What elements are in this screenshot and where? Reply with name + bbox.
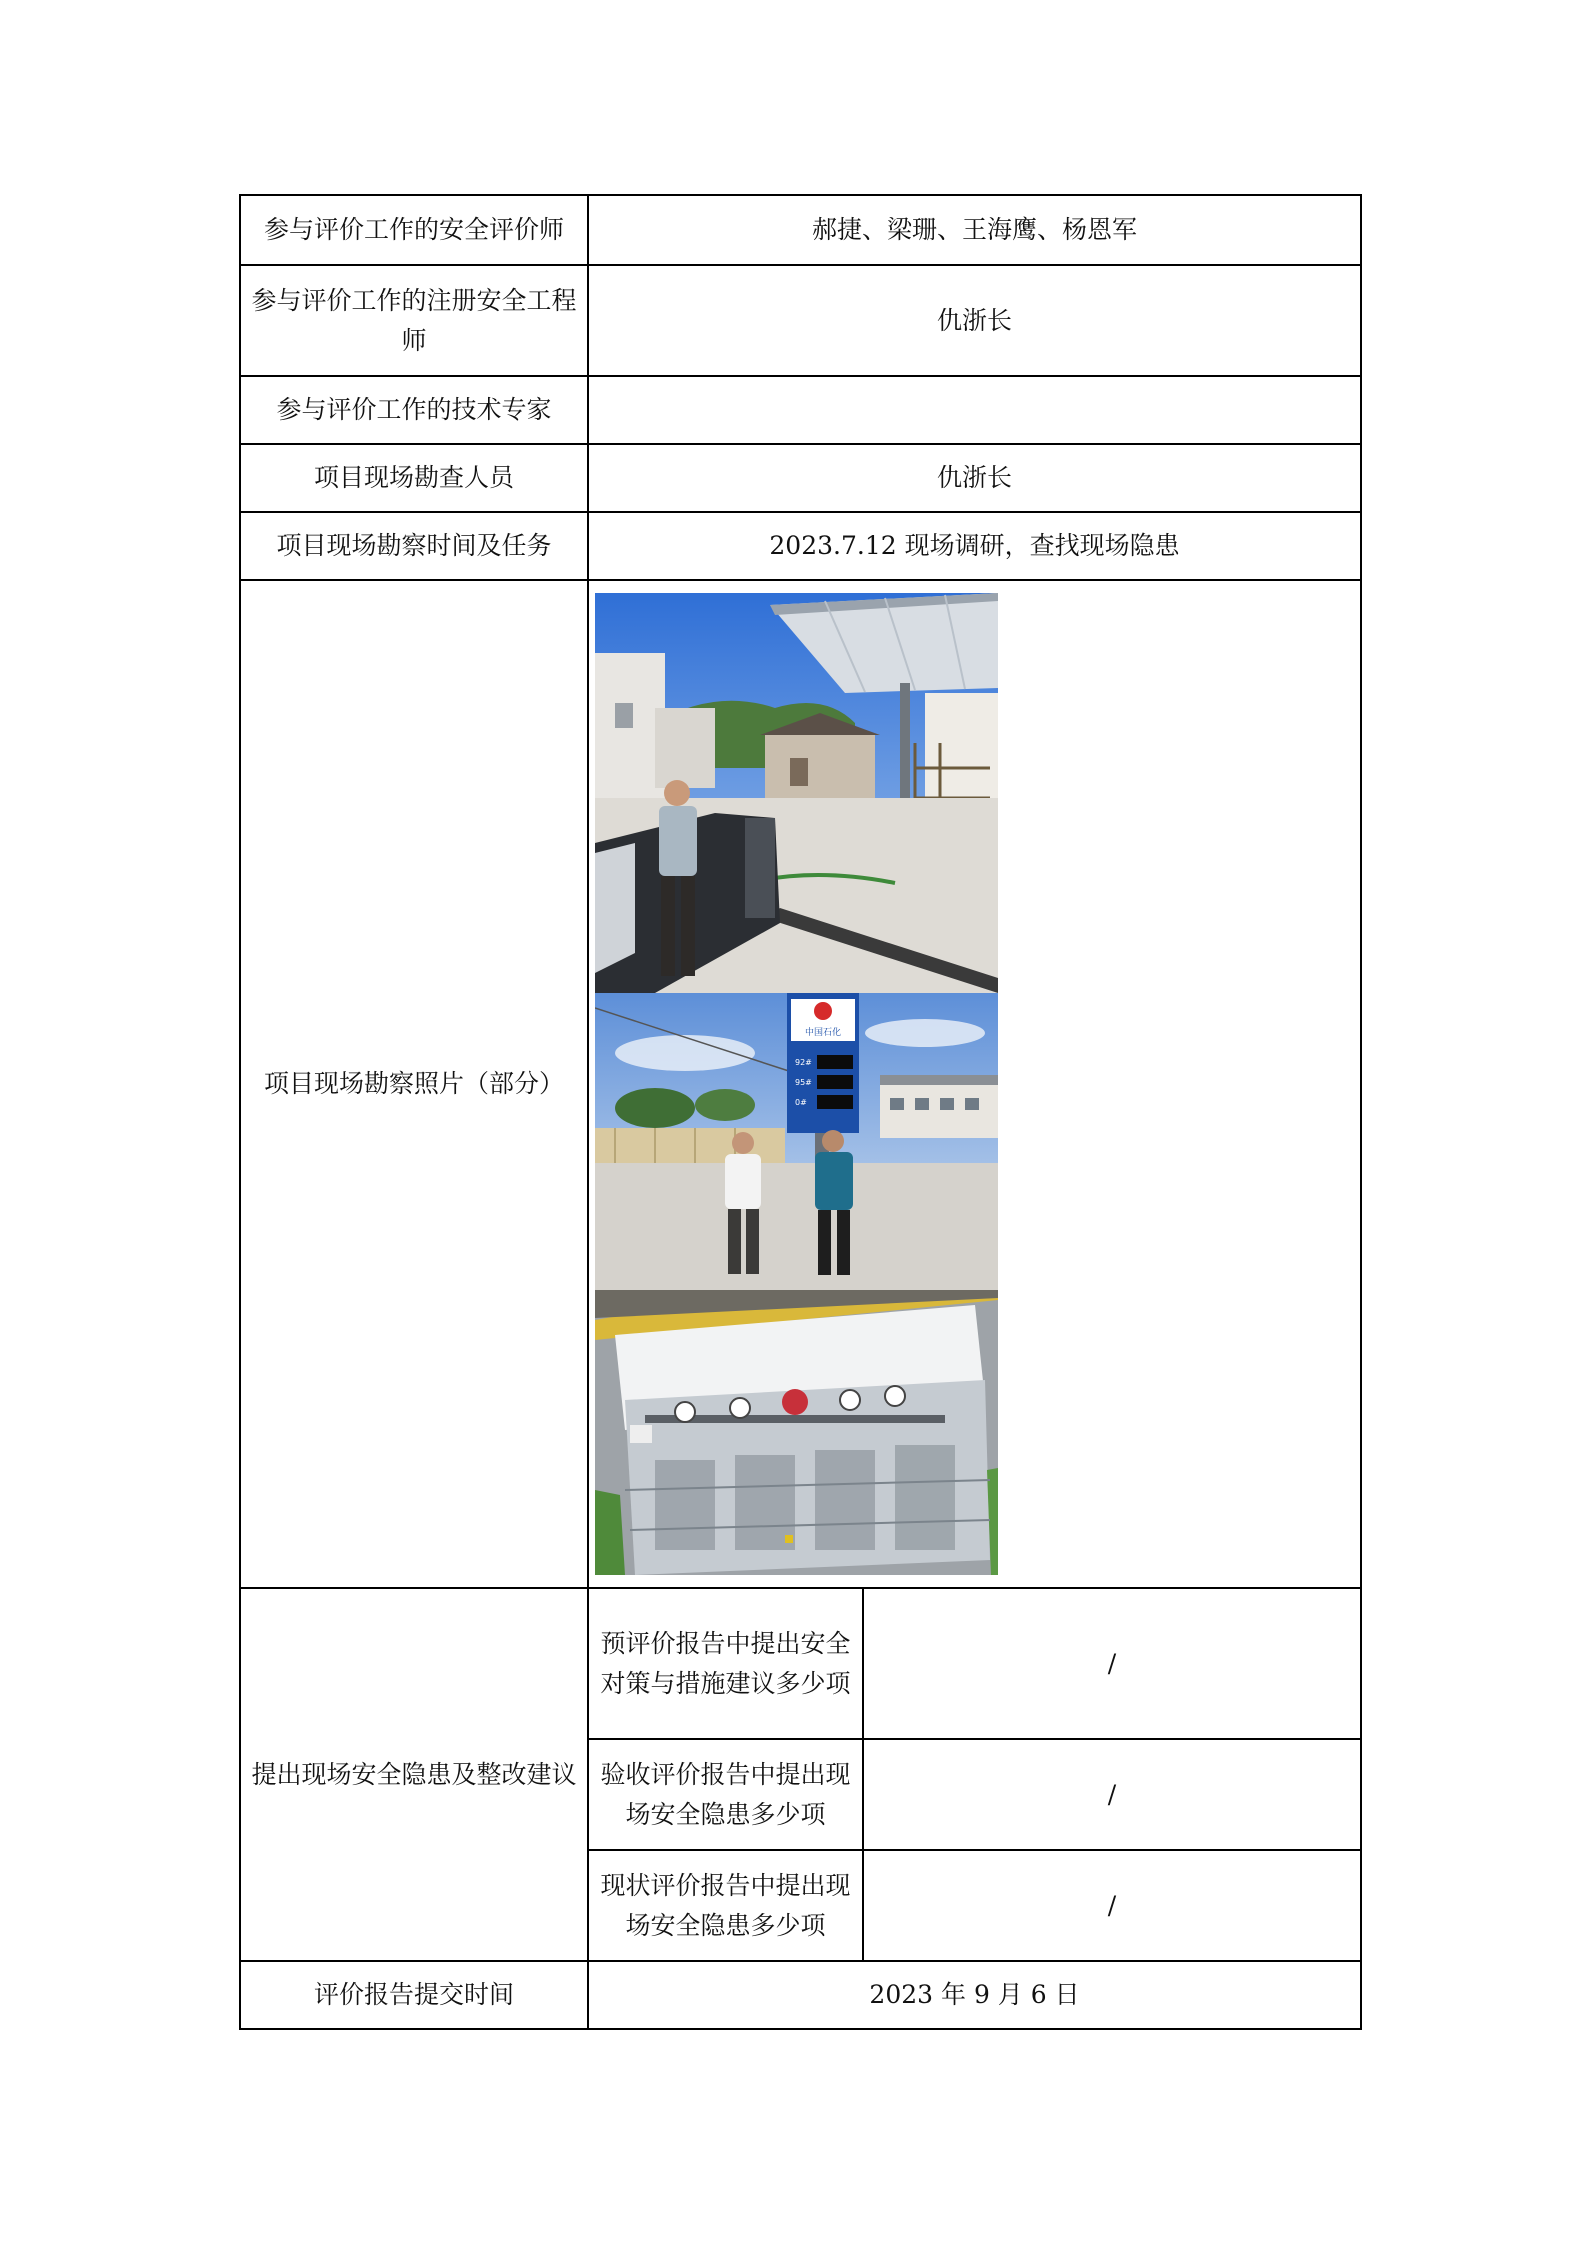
hazards-label: 提出现场安全隐患及整改建议 bbox=[240, 1588, 588, 1961]
survey-photos-cell bbox=[588, 580, 1361, 1588]
row-evaluators bbox=[240, 195, 1361, 265]
row-hazard-pre bbox=[240, 1588, 1361, 1739]
row-experts bbox=[240, 376, 1361, 444]
survey-photo-3 bbox=[595, 1290, 998, 1575]
evaluators-label: 参与评价工作的安全评价师 bbox=[240, 195, 588, 265]
hazard-status-label: 现状评价报告中提出现场安全隐患多少项 bbox=[588, 1850, 863, 1961]
hazard-status-value: / bbox=[863, 1850, 1361, 1961]
experts-label: 参与评价工作的技术专家 bbox=[240, 376, 588, 444]
hazard-acceptance-value: / bbox=[863, 1739, 1361, 1850]
row-survey-time bbox=[240, 512, 1361, 580]
survey-photo-2 bbox=[595, 993, 998, 1290]
registered-engineer-label: 参与评价工作的注册安全工程师 bbox=[240, 265, 588, 376]
sign-price-label-2: 95# bbox=[795, 1078, 812, 1087]
sign-price-label-3: 0# bbox=[795, 1098, 807, 1107]
evaluation-info-table bbox=[239, 194, 1362, 2030]
photo-stack bbox=[595, 593, 998, 1575]
registered-engineer-value: 仇浙长 bbox=[588, 265, 1361, 376]
survey-staff-value: 仇浙长 bbox=[588, 444, 1361, 512]
sign-brand-text: 中国石化 bbox=[804, 1028, 842, 1038]
hazard-pre-label: 预评价报告中提出安全对策与措施建议多少项 bbox=[588, 1588, 863, 1739]
hazard-acceptance-label: 验收评价报告中提出现场安全隐患多少项 bbox=[588, 1739, 863, 1850]
row-survey-photos bbox=[240, 580, 1361, 1588]
row-submit-time bbox=[240, 1961, 1361, 2029]
experts-value bbox=[588, 376, 1361, 444]
evaluators-value: 郝捷、梁珊、王海鹰、杨恩军 bbox=[588, 195, 1361, 265]
submit-time-value: 2023 年 9 月 6 日 bbox=[588, 1961, 1361, 2029]
row-registered-engineer bbox=[240, 265, 1361, 376]
submit-time-label: 评价报告提交时间 bbox=[240, 1961, 588, 2029]
sign-price-label-1: 92# bbox=[795, 1058, 812, 1067]
survey-time-value: 2023.7.12 现场调研，查找现场隐患 bbox=[588, 512, 1361, 580]
survey-photo-1 bbox=[595, 593, 998, 993]
hazard-pre-value: / bbox=[863, 1588, 1361, 1739]
survey-time-label: 项目现场勘察时间及任务 bbox=[240, 512, 588, 580]
survey-staff-label: 项目现场勘查人员 bbox=[240, 444, 588, 512]
row-survey-staff bbox=[240, 444, 1361, 512]
survey-photos-label: 项目现场勘察照片（部分） bbox=[240, 580, 588, 1588]
